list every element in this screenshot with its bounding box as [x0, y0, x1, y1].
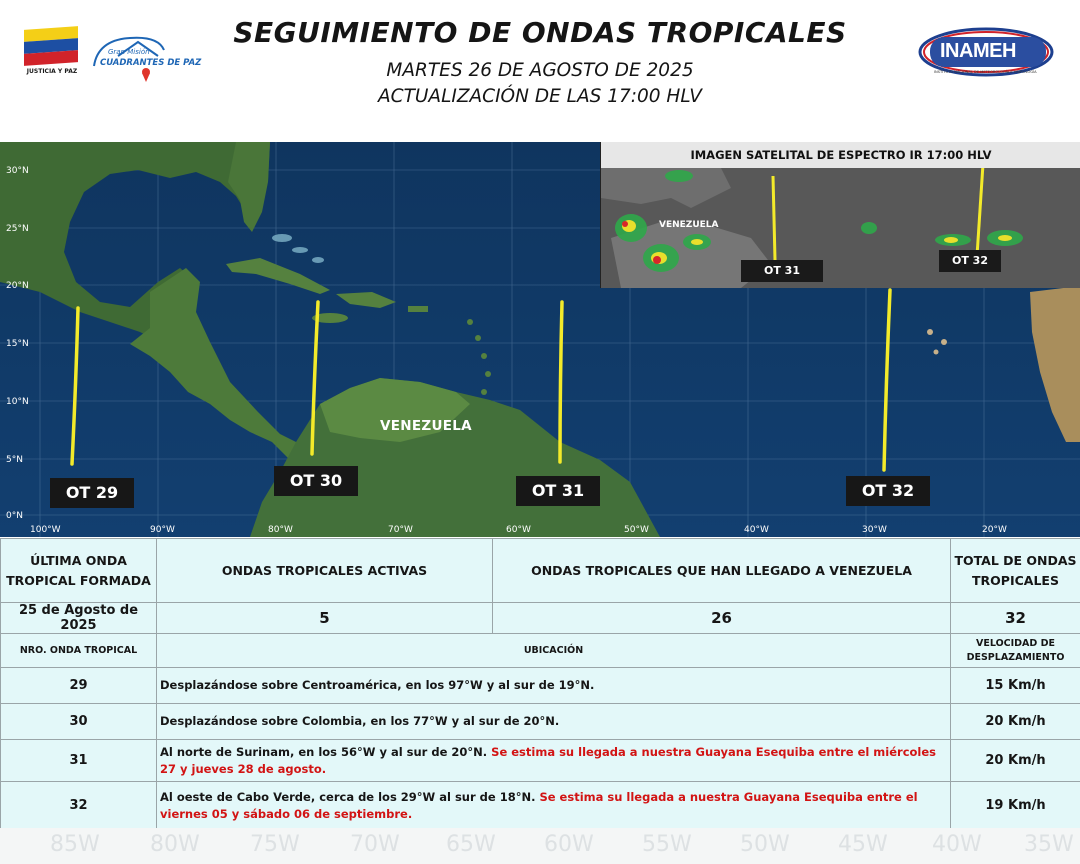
wave-number: 30: [1, 704, 157, 740]
footer-lon-label: 65W: [446, 832, 496, 857]
lon-label: 80°W: [268, 525, 293, 535]
inameh-logo: [916, 26, 1058, 84]
wave-label-ot32: OT 32: [846, 476, 930, 506]
wave-number: 29: [1, 668, 157, 704]
footer-lon-label: 85W: [50, 832, 100, 857]
cuadrantes-big-text: CUADRANTES DE PAZ: [100, 58, 202, 68]
tropical-waves-table: [0, 538, 1080, 830]
active-waves-value: 5: [157, 603, 493, 634]
footer-lon-label: 60W: [544, 832, 594, 857]
summary-header-row: [1, 539, 1080, 603]
footer-lon-label: 40W: [932, 832, 982, 857]
lon-label: 20°W: [982, 525, 1007, 535]
wave-number: 32: [1, 782, 157, 830]
total-waves-value: 32: [951, 603, 1080, 634]
tropical-waves-map: [0, 142, 1080, 537]
lon-label: 70°W: [388, 525, 413, 535]
footer-lon-label: 50W: [740, 832, 790, 857]
lat-label: 5°N: [6, 455, 23, 465]
arrived-waves-header: ONDAS TROPICALES QUE HAN LLEGADO A VENEZUELA: [493, 539, 951, 603]
inameh-subtext: INSTITUTO NACIONAL DE METEOROLOGÍA E HIDROLOGÍA: [934, 70, 1037, 74]
table-row: [1, 740, 1080, 782]
wave-location-text: Al oeste de Cabo Verde, cerca de los 29°W al sur de 18°N.: [160, 789, 536, 804]
wave-location-text: Desplazándose sobre Colombia, en los 77°W y al sur de 20°N.: [160, 714, 560, 728]
wave-line-ot31: [560, 302, 562, 462]
table-row: [1, 668, 1080, 704]
inset-label-ot32: OT 32: [939, 250, 1001, 272]
lat-label: 15°N: [6, 339, 29, 349]
footer-lon-label: 75W: [250, 832, 300, 857]
wave-label-ot29: OT 29: [50, 478, 134, 508]
wave-location-text: Desplazándose sobre Centroamérica, en los 97°W y al sur de 19°N.: [160, 678, 595, 692]
wave-arrival-estimate: Se estima su llegada a nuestra Guayana Esequiba entre el miércoles 27 y jueves 28 de agosto.: [160, 744, 937, 776]
lon-label: 40°W: [744, 525, 769, 535]
wave-speed: 20 Km/h: [951, 704, 1080, 740]
table-row: [1, 704, 1080, 740]
lon-label: 100°W: [30, 525, 61, 535]
wave-arrival-estimate: Se estima su llegada a nuestra Guayana Esequiba entre el viernes 05 y sábado 06 de septiembre.: [160, 789, 918, 821]
wave-number-header: NRO. ONDA TROPICAL: [1, 634, 157, 668]
speed-header: VELOCIDAD DE DESPLAZAMIENTO: [951, 634, 1080, 668]
table-row: [1, 782, 1080, 830]
footer-lon-label: 45W: [838, 832, 888, 857]
footer-lon-label: 35W: [1024, 832, 1074, 857]
lat-label: 20°N: [6, 281, 29, 291]
wave-speed: 20 Km/h: [951, 740, 1080, 782]
header: [0, 0, 1080, 142]
lat-label: 25°N: [6, 224, 29, 234]
footer-lon-label: 55W: [642, 832, 692, 857]
active-waves-header: ONDAS TROPICALES ACTIVAS: [157, 539, 493, 603]
wave-label-ot31: OT 31: [516, 476, 600, 506]
footer-watermark: [0, 828, 1080, 864]
lon-label: 60°W: [506, 525, 531, 535]
footer-lon-label: 70W: [350, 832, 400, 857]
wave-location: [157, 782, 951, 830]
last-wave-header: ÚLTIMA ONDA TROPICAL FORMADA: [1, 539, 157, 603]
last-wave-value: 25 de Agosto de 2025: [1, 603, 157, 634]
date-subtitle: MARTES 26 DE AGOSTO DE 2025: [386, 60, 694, 81]
satellite-inset: [600, 142, 1080, 288]
wave-location-text: Al norte de Surinam, en los 56°W y al sur de 20°N.: [160, 744, 488, 759]
page-title: SEGUIMIENTO DE ONDAS TROPICALES: [233, 16, 847, 49]
wave-number: 31: [1, 740, 157, 782]
lat-label: 30°N: [6, 166, 29, 176]
lat-label: 0°N: [6, 511, 23, 521]
update-subtitle: ACTUALIZACIÓN DE LAS 17:00 HLV: [378, 86, 702, 107]
lon-label: 90°W: [150, 525, 175, 535]
wave-location: [157, 704, 951, 740]
lat-label: 10°N: [6, 397, 29, 407]
lon-label: 50°W: [624, 525, 649, 535]
wave-label-ot30: OT 30: [274, 466, 358, 496]
wave-location: [157, 740, 951, 782]
footer-lon-label: 80W: [150, 832, 200, 857]
wave-location: [157, 668, 951, 704]
inset-venezuela-label: VENEZUELA: [659, 220, 719, 230]
venezuela-map-label: VENEZUELA: [380, 418, 472, 434]
inameh-wordmark: INAMEH: [940, 40, 1016, 62]
inset-label-ot31: OT 31: [741, 260, 823, 282]
lon-label: 30°W: [862, 525, 887, 535]
inset-title: IMAGEN SATELITAL DE ESPECTRO IR 17:00 HLV: [601, 142, 1080, 168]
wave-speed: 15 Km/h: [951, 668, 1080, 704]
location-header: UBICACIÓN: [157, 634, 951, 668]
summary-value-row: [1, 603, 1080, 634]
cuadrantes-small-text: Gran Misión: [108, 48, 150, 56]
detail-header-row: [1, 634, 1080, 668]
total-waves-header: TOTAL DE ONDAS TROPICALES: [951, 539, 1080, 603]
wave-speed: 19 Km/h: [951, 782, 1080, 830]
arrived-waves-value: 26: [493, 603, 951, 634]
justicia-caption: JUSTICIA Y PAZ: [26, 68, 78, 75]
